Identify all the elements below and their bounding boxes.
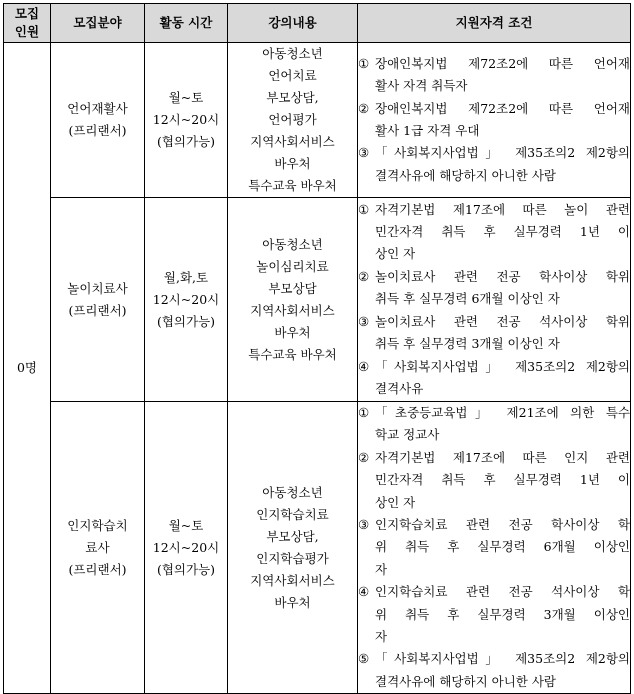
- content-line: 지역사회서비스: [250, 302, 335, 318]
- content-cell: [228, 402, 358, 694]
- condition-line: 결격사유: [375, 380, 424, 396]
- header-count: [4, 4, 51, 43]
- content-line: 부모상담: [268, 280, 317, 296]
- time-line: 12시~20시: [152, 112, 220, 127]
- recruit-count: [4, 43, 51, 694]
- content-line: 아동청소년: [262, 484, 323, 500]
- condition-number: ④: [358, 584, 370, 600]
- condition-text: [375, 53, 630, 98]
- condition-number: ②: [358, 100, 370, 116]
- header-time: 활동 시간: [145, 4, 228, 43]
- content-line: 언어평가: [268, 112, 317, 127]
- condition-item: [358, 402, 630, 447]
- condition-line: 「사회복지사업법」 제35조의2 제2항의: [375, 145, 630, 161]
- content-line: 바우처: [274, 156, 311, 171]
- recruit-count-value: 0명: [16, 360, 38, 376]
- condition-number: ④: [358, 358, 370, 374]
- condition-line: 인지학습치료 관련 전공 학사이상 학: [375, 517, 630, 533]
- condition-item: [358, 356, 630, 401]
- field-line: (프리랜서): [68, 123, 127, 138]
- condition-line: 자: [375, 561, 388, 577]
- time-cell: [145, 402, 228, 694]
- condition-text: [375, 266, 630, 311]
- content-line: 부모상담,: [266, 90, 319, 105]
- condition-item: [358, 53, 630, 98]
- time-cell: [145, 43, 228, 198]
- condition-item: [358, 581, 630, 648]
- time-line: 월,화,토: [163, 269, 209, 285]
- field-line: 인지학습치: [67, 517, 128, 533]
- field-line: (프리랜서): [68, 561, 127, 577]
- condition-text: [375, 199, 630, 266]
- content-line: 특수교육 바우처: [248, 178, 337, 193]
- condition-item: [358, 266, 630, 311]
- condition-line: 인지학습치료 관련 전공 석사이상 학: [375, 584, 630, 600]
- table-row: [4, 402, 631, 694]
- time-line: (협의가능): [156, 313, 216, 329]
- condition-item: [358, 648, 630, 693]
- condition-line: 위 취득 후 실무경력 3개월 이상인: [375, 606, 630, 622]
- time-cell: [145, 198, 228, 402]
- content-line: 아동청소년: [262, 46, 323, 61]
- condition-item: [358, 447, 630, 514]
- table-row: [4, 43, 631, 198]
- condition-text: [375, 402, 630, 447]
- condition-line: 활사 자격 취득자: [375, 78, 468, 94]
- condition-text: [375, 514, 630, 581]
- content-line: 놀이심리치료: [256, 258, 329, 274]
- header-content: 강의내용: [228, 4, 358, 43]
- condition-line: 상인 자: [375, 246, 416, 262]
- condition-item: [358, 311, 630, 356]
- content-line: 지역사회서비스: [250, 134, 335, 149]
- table-row: [4, 198, 631, 402]
- header-qualification: 지원자격 조건: [358, 4, 631, 43]
- condition-number: ①: [358, 201, 370, 217]
- content-cell: [228, 43, 358, 198]
- field-cell: [51, 402, 145, 694]
- condition-text: [375, 447, 630, 514]
- content-line: 인지학습평가: [256, 550, 329, 566]
- content-line: 아동청소년: [262, 236, 323, 252]
- condition-line: 자격기본법 제17조에 따른 인지 관련: [375, 449, 630, 465]
- header-field: 모집분야: [51, 4, 145, 43]
- condition-line: 결격사유에 해당하지 아니한 사람: [375, 167, 556, 183]
- time-line: 월~토: [168, 90, 204, 105]
- condition-line: 취득 후 실무경력 6개월 이상인 자: [375, 291, 560, 307]
- field-cell: [51, 198, 145, 402]
- time-line: (협의가능): [156, 561, 216, 577]
- condition-item: [358, 142, 630, 187]
- field-line: 료사: [85, 539, 110, 555]
- condition-number: ②: [358, 449, 370, 465]
- condition-item: [358, 98, 630, 143]
- condition-text: [375, 648, 630, 693]
- condition-line: 활사 1급 자격 우대: [375, 123, 480, 138]
- condition-line: 「사회복지사업법」 제35조의2 제2항의: [375, 651, 630, 667]
- content-cell: [228, 198, 358, 402]
- condition-line: 장애인복지법 제72조2에 따른 언어재: [375, 100, 630, 116]
- condition-line: 「사회복지사업법」 제35조의2 제2항의: [375, 358, 630, 374]
- field-line: (프리랜서): [68, 302, 127, 318]
- content-line: 인지학습치료: [256, 506, 329, 522]
- condition-text: [375, 142, 630, 187]
- qualification-cell: [358, 43, 631, 198]
- qualification-cell: [358, 198, 631, 402]
- condition-line: 놀이치료사 관련 전공 석사이상 학위: [375, 313, 630, 329]
- condition-item: [358, 514, 630, 581]
- content-line: 특수교육 바우처: [248, 346, 337, 362]
- content-line: 부모상담,: [266, 528, 319, 544]
- condition-line: 상인 자: [375, 494, 416, 510]
- content-line: 지역사회서비스: [250, 572, 335, 588]
- condition-line: 취득 후 실무경력 3개월 이상인 자: [375, 336, 560, 352]
- content-line: 바우처: [274, 324, 311, 340]
- time-line: (협의가능): [156, 134, 216, 149]
- qualification-cell: [358, 402, 631, 694]
- time-line: 12시~20시: [152, 539, 220, 555]
- condition-text: [375, 581, 630, 648]
- condition-line: 민간자격 취득 후 실무경력 1년 이: [375, 472, 630, 488]
- condition-number: ①: [358, 405, 370, 420]
- condition-line: 민간자격 취득 후 실무경력 1년 이: [375, 224, 630, 240]
- field-line: 놀이치료사: [67, 280, 128, 296]
- condition-text: [375, 311, 630, 356]
- condition-number: ②: [358, 268, 370, 284]
- field-line: 언어재활사: [67, 101, 128, 116]
- condition-line: 장애인복지법 제72조2에 따른 언어재: [375, 55, 630, 71]
- condition-line: 학교 정교사: [375, 427, 440, 443]
- content-line: 언어치료: [268, 68, 317, 83]
- condition-line: 결격사유에 해당하지 아니한 사람: [375, 673, 556, 689]
- condition-line: 놀이치료사 관련 전공 학사이상 학위: [375, 268, 630, 284]
- header-row: [4, 4, 631, 43]
- condition-text: [375, 98, 630, 143]
- condition-number: ③: [358, 313, 370, 329]
- condition-number: ③: [358, 145, 370, 161]
- condition-line: 자격기본법 제17조에 따른 놀이 관련: [375, 201, 630, 217]
- condition-number: ⑤: [358, 651, 370, 667]
- time-line: 월~토: [168, 517, 204, 533]
- condition-item: [358, 199, 630, 266]
- header-count-line1: 모집: [14, 6, 40, 21]
- field-cell: [51, 43, 145, 198]
- condition-line: 자: [375, 629, 388, 645]
- content-line: 바우처: [274, 594, 311, 610]
- header-count-line2: 인원: [14, 24, 40, 39]
- time-line: 12시~20시: [152, 291, 220, 307]
- condition-number: ①: [358, 55, 370, 71]
- condition-text: [375, 356, 630, 401]
- condition-number: ③: [358, 517, 370, 533]
- recruitment-table: [3, 3, 631, 694]
- condition-line: 「초중등교육법」 제21조에 의한 특수: [375, 405, 630, 420]
- condition-line: 위 취득 후 실무경력 6개월 이상인: [375, 539, 630, 555]
